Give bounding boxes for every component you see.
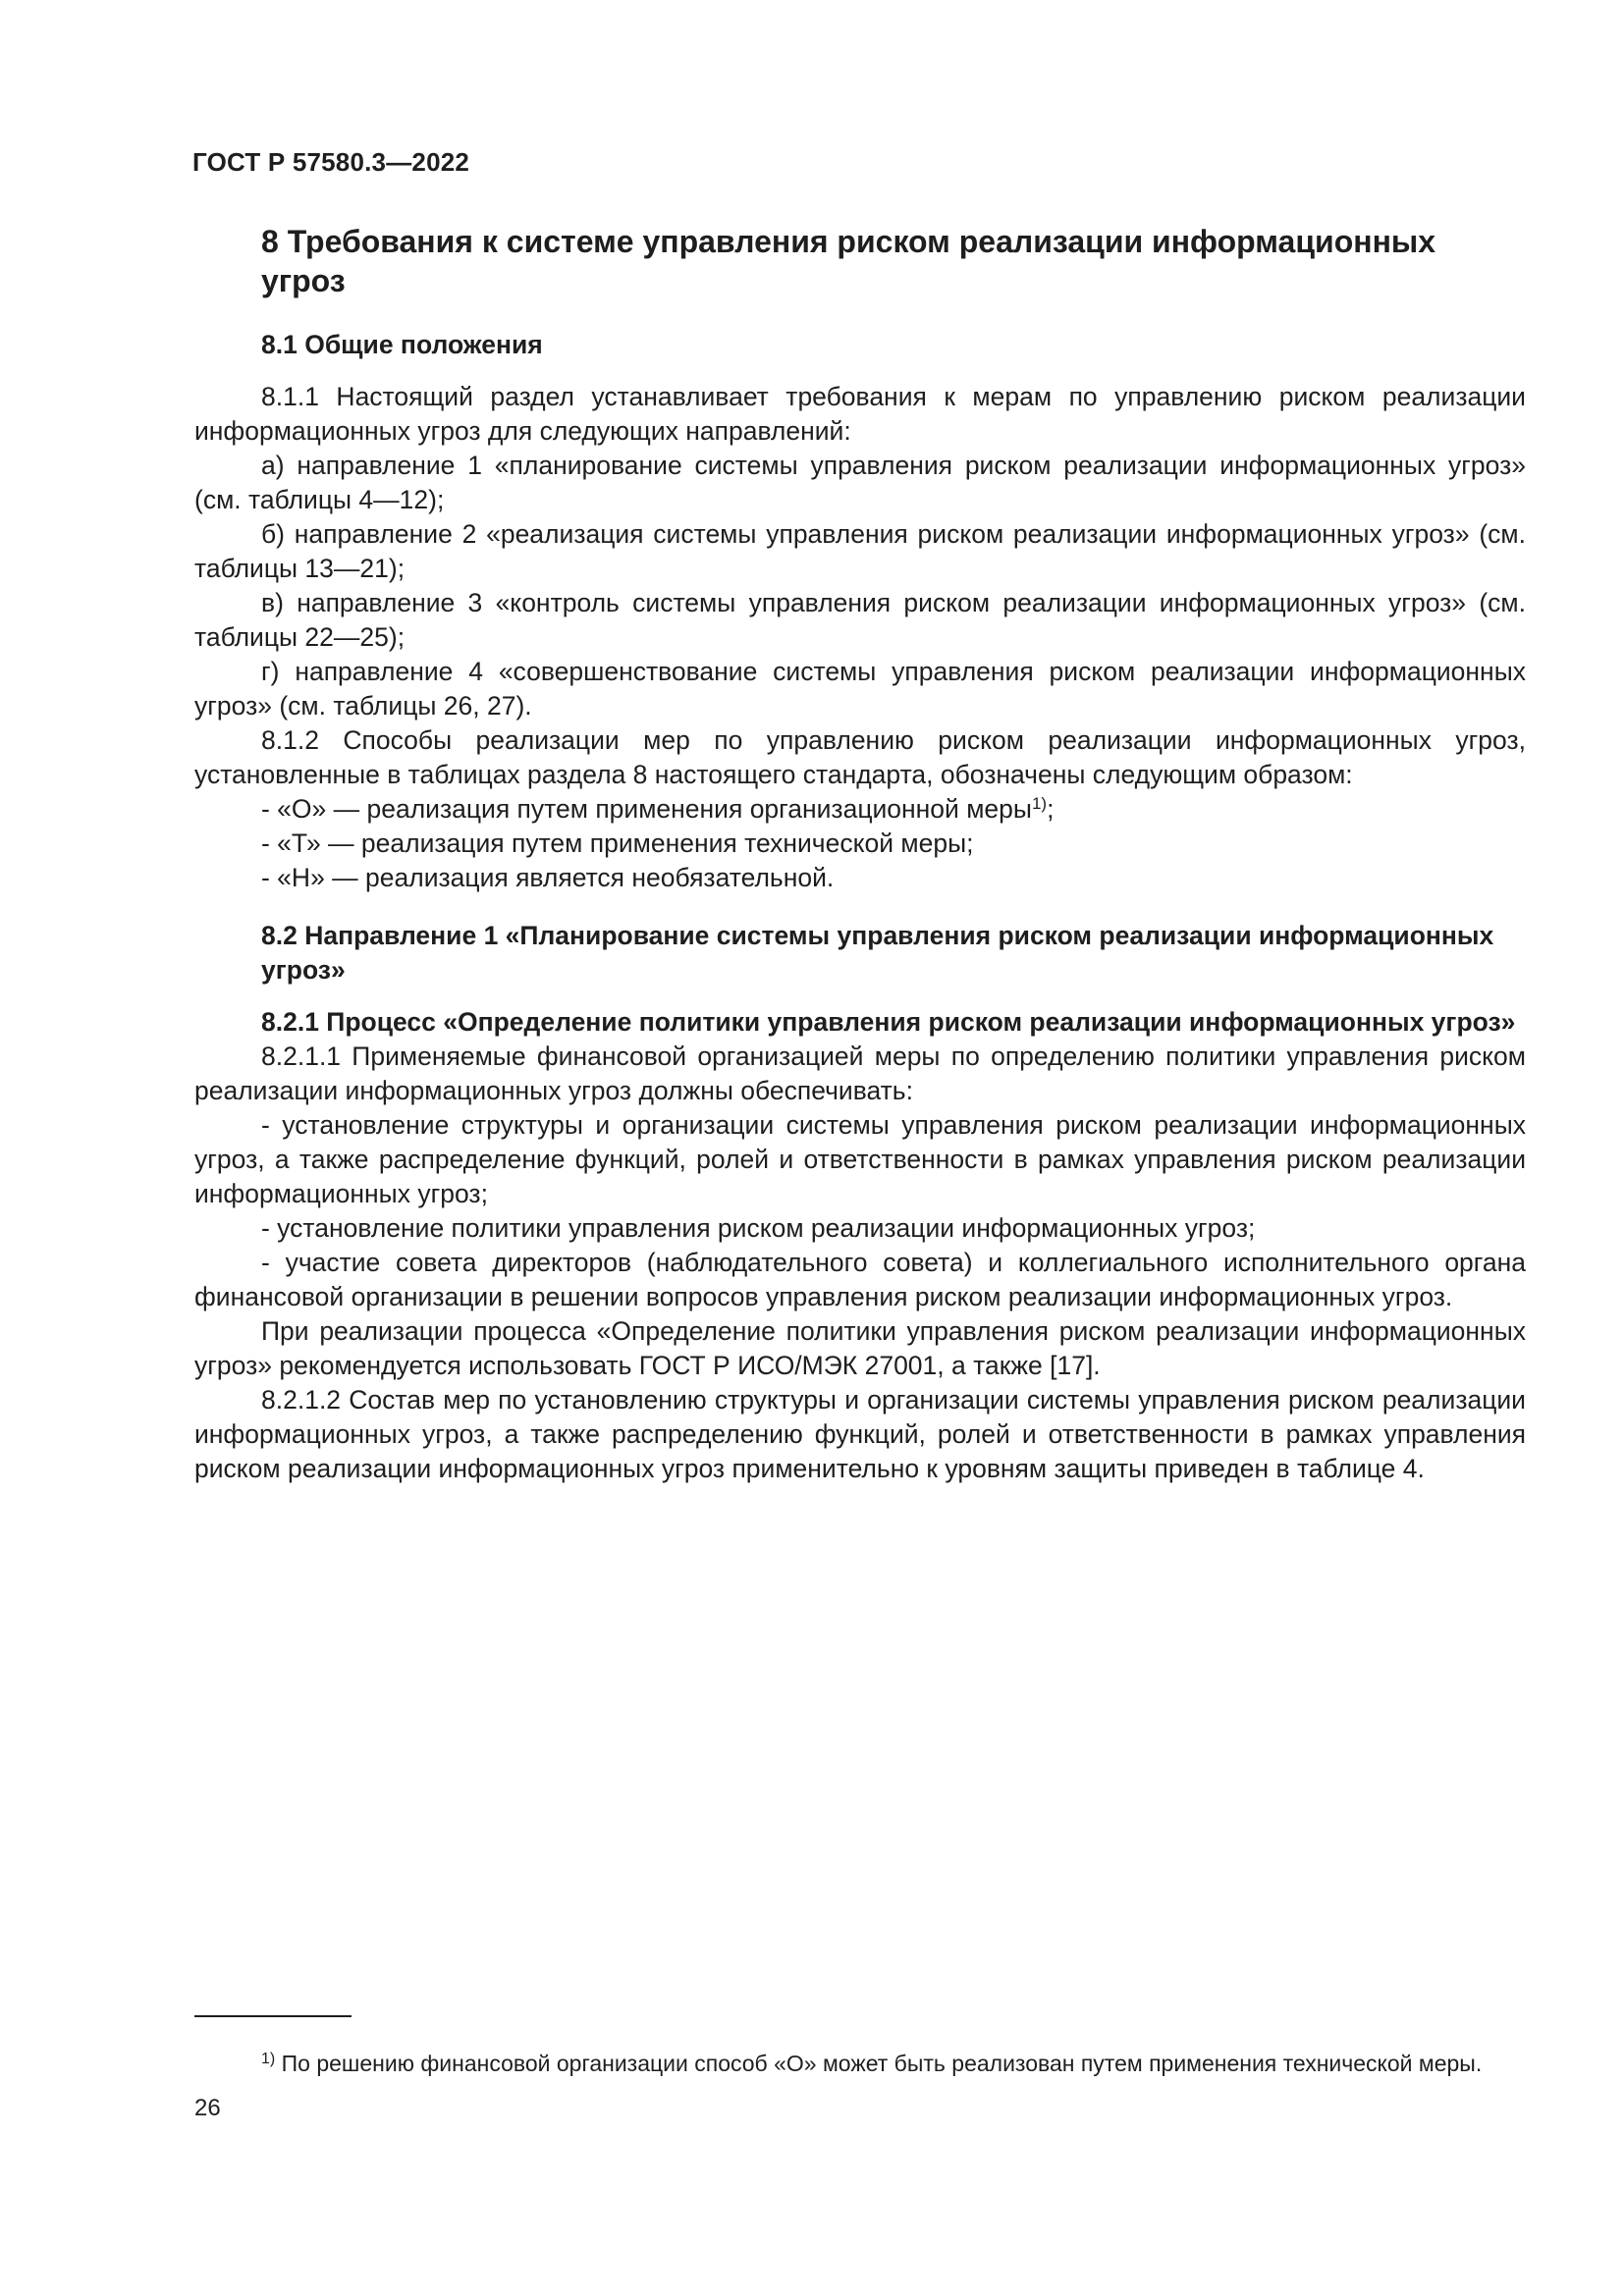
paragraph-recommendation: При реализации процесса «Определение политики управления риском реализации информационных угроз» рекомендуется использовать ГОСТ Р ИСО/МЭК 27001, а также [17].	[194, 1316, 1526, 1380]
page-body	[194, 222, 1526, 1486]
list-item-d: г) направление 4 «совершенствование системы управления риском реализации информационных угроз» (см. таблицы 26, 27).	[194, 657, 1526, 721]
dash-item-policy: - установление политики управления риском реализации информационных угроз;	[261, 1213, 1256, 1243]
footnote-ref: 1)	[1031, 794, 1048, 813]
section-8-2-1-title: 8.2.1 Процесс «Определение политики управления риском реализации информационных угроз»	[261, 1007, 1516, 1037]
footnote-marker: 1)	[261, 2051, 276, 2067]
page-number: 26	[194, 2095, 221, 2121]
paragraph-8-1-1: 8.1.1 Настоящий раздел устанавливает требования к мерам по управлению риском реализации информационных угроз для следующих направлений:	[194, 382, 1526, 446]
dash-item-h: - «Н» — реализация является необязательной.	[261, 863, 835, 892]
dash-item-o-text: - «О» — реализация путем применения организационной меры	[261, 794, 1032, 824]
footnote	[194, 2048, 1526, 2079]
section-8-2-title: 8.2 Направление 1 «Планирование системы управления риском реализации информационных угроз»	[261, 921, 1494, 985]
footnote-divider	[194, 2015, 352, 2017]
list-item-c: в) направление 3 «контроль системы управления риском реализации информационных угроз» (см. таблицы 22—25);	[194, 588, 1526, 652]
paragraph-8-1-2: 8.1.2 Способы реализации мер по управлению риском реализации информационных угроз, установленные в таблицах раздела 8 настоящего стандарта, обозначены следующим образом:	[194, 725, 1526, 789]
list-item-b: б) направление 2 «реализация системы управления риском реализации информационных угроз» (см. таблицы 13—21);	[194, 519, 1526, 583]
dash-item-t: - «Т» — реализация путем применения технической меры;	[261, 828, 974, 858]
section-8-title: 8 Требования к системе управления риском реализации информационных угроз	[261, 224, 1436, 298]
dash-item-o-end: ;	[1047, 794, 1055, 824]
dash-item-structure: - установление структуры и организации системы управления риском реализации информационных угроз, а также распределение функций, ролей и ответственности в рамках управления риском реализации информационных угроз;	[194, 1110, 1526, 1208]
dash-item-board: - участие совета директоров (наблюдательного совета) и коллегиального исполнительного органа финансовой организации в решении вопросов управления риском реализации информационных угроз.	[194, 1248, 1526, 1311]
list-item-a: а) направление 1 «планирование системы управления риском реализации информационных угроз» (см. таблицы 4—12);	[194, 451, 1526, 514]
document-code: ГОСТ Р 57580.3—2022	[192, 147, 470, 177]
paragraph-8-2-1-2: 8.2.1.2 Состав мер по установлению структуры и организации системы управления риском реализации информационных угроз, а также распределению функций, ролей и ответственности в рамках управления риском реализации информационных угроз применительно к уровням защиты приведен в таблице 4.	[194, 1385, 1526, 1483]
dash-item-o	[194, 792, 1526, 827]
paragraph-8-2-1-1: 8.2.1.1 Применяемые финансовой организацией меры по определению политики управления риском реализации информационных угроз должны обеспечивать:	[194, 1041, 1526, 1105]
section-8-1-title: 8.1 Общие положения	[261, 330, 543, 359]
footnote-text: По решению финансовой организации способ «О» может быть реализован путем применения технической меры.	[275, 2051, 1483, 2076]
